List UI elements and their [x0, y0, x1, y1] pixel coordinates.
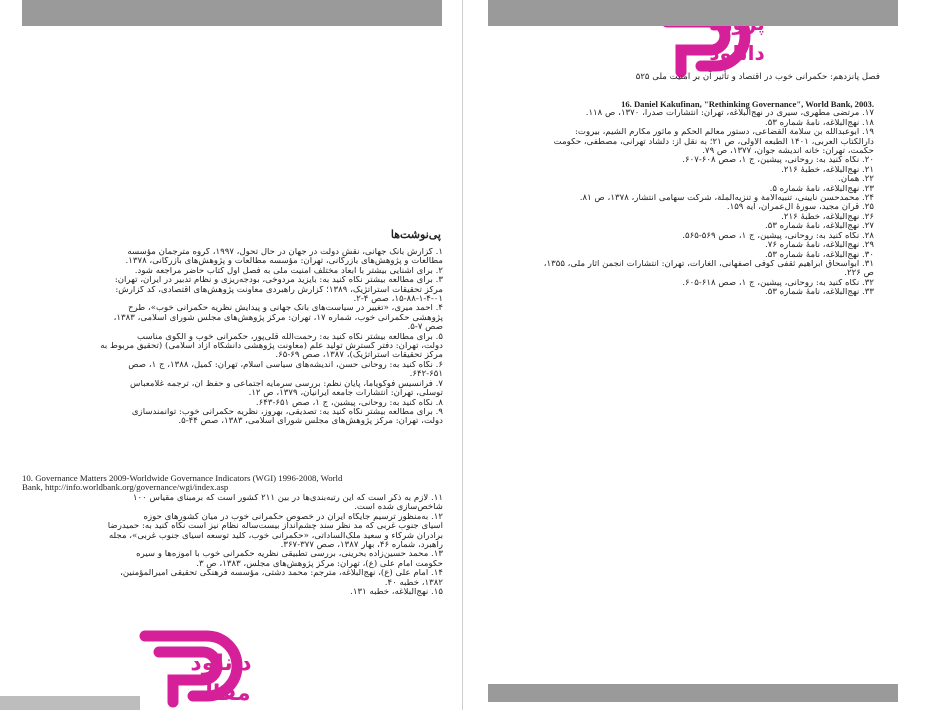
note-line: دولت، تهران: مرکز پژوهش‌های مجلس شورای اسلامی، ۱۳۸۳، صص ۴۴-۵. [178, 417, 443, 427]
note-line: توسلی، تهران: انتشارات جامعه ایرانیان، ۱۳۷۹، ص ۱۲. [248, 389, 443, 399]
note-line: ۵. برای مطالعه بیشتر نگاه کنید به: رحمت‌الله قلی‌پور، حکمرانی خوب و الگوی مناسب [137, 332, 443, 342]
right-top-band [488, 0, 898, 26]
note-line: ۱۸. نهج‌البلاغه، نامهٔ شماره ۵۳. [764, 118, 874, 128]
running-header: فصل پانزدهم: حکمرانی خوب در اقتصاد و تأثیر آن بر امنیت ملی ۵۲۵ [635, 72, 880, 82]
note-line: ۲۲. همان. [838, 175, 874, 185]
note-line: ۱۹. ابوعبدالله بن سلامة القضاعی، دستور معالم الحکم و مأثور مکارم الشیم، بیروت: [575, 128, 874, 138]
note-line: ۱۷. مرتضی مطهری، سیری در نهج‌البلاغه، تهران: انتشارات صدرا، ۱۳۷۰، ص ۱۱۸. [585, 109, 874, 119]
left-bottom-band [0, 696, 140, 710]
left-endnotes [23, 248, 443, 427]
note-line: ص ۲۲۶. [844, 269, 874, 279]
note-line: ۱۵-۸۸-۱-۴-۰۱، صص ۴-۲. [353, 295, 443, 305]
note-line: ۲۶. نهج‌البلاغه، خطبهٔ ۲۱۶. [781, 212, 874, 222]
note-line: ۱۱. لازم به ذکر است که این رتبه‌بندی‌ها در بین ۲۱۱ کشور است که برمبنای مقیاس ۱۰۰ [132, 494, 443, 503]
note-line: برادران شرکاء و سعید ملک‌الساداتی، «حکمرانی خوب، کلید توسعه آسیای جنوب غربی»، مجله [108, 531, 443, 541]
note-line: ۶. نگاه کنید به: روحانی حسن، اندیشه‌های سیاسی اسلام، تهران: کمیل، ۱۳۸۸، ج ۱، صص [128, 360, 443, 370]
endnotes-heading: پی‌نوشت‌ها [390, 228, 441, 241]
note-line: ۱۴. امام علی (ع)، نهج‌البلاغه، مترجم: محمد دشتی، مؤسسه فرهنگی تحقیقی امیرالمؤمنین، [120, 569, 443, 579]
note-line: ۹. برای مطالعه بیشتر نگاه کنید به: تصدیقی، بهروز، نظریه حکمرانی خوب: توانمندسازی [131, 407, 443, 417]
note-line: ۱۲. به‌منظور ترسیم جایگاه ایران در خصوص حکمرانی خوب در میان کشورهای حوزه [143, 512, 443, 522]
logo-word-top: دانلود [190, 651, 252, 676]
note-line: ۶۴۲-۶۵۱. [409, 370, 443, 380]
note-line: ۸. نگاه کنید به: روحانی، پیشین، ج ۱، صص ۶۵۱-۶۴۳. [255, 398, 443, 408]
note-line: ۱۵. نهج‌البلاغه، خطبه ۱۳۱. [350, 588, 443, 598]
download-logo-watermark [125, 628, 265, 710]
left-endnotes-continued [23, 494, 443, 597]
note-line: ۲۰. نگاه کنید به: روحانی، پیشین، ج ۱، صص ۶۰۸-۶۰۷. [682, 156, 874, 166]
note-line: ۳۱. ابواسحاق ابراهیم ثقفی کوفی اصفهانی، الغارات، تهران: انتشارات انجمن آثار ملی، ۱۳۵۵، [543, 259, 874, 269]
note-line: ۳۳. نهج‌البلاغه، نامهٔ شماره ۵۳. [764, 288, 874, 298]
note-line: دارالکتاب العربی، ۱۴۰۱ الطبعه الاولی، ص ۲۱؛ به نقل از: دلشاد تهرانی، مصطفی، حکومت [553, 137, 874, 147]
logo-word-bottom: دانلود [709, 41, 765, 65]
note-line: ۱. گزارش بانک جهانی، نقش دولت در جهان در حال تحول، ۱۹۹۷، گروه مترجمان مؤسسه [127, 248, 443, 257]
note-line: آسیای جنوب غربی که مد نظر سند چشم‌انداز بیست‌ساله نظام نیز است نگاه کنید به: حمیدرضا [107, 522, 443, 532]
note-line: ۲۳. نهج‌البلاغه، نامهٔ شماره ۵. [769, 184, 874, 194]
right-bottom-band [488, 684, 898, 702]
note-line: ۳. برای مطالعه بیشتر نگاه کنید به: بایزید مردوخی، بودجه‌ریزی و نظام تدبیر در ایران، تهران: [114, 276, 443, 286]
note-line: حکمت، تهران: خانه اندیشه جوان، ۱۳۷۷، ص ۷۹. [702, 147, 874, 157]
note-line: مرکز تحقیقات استراتژیک)، ۱۳۸۷، صص ۶۹-۶۵. [275, 351, 443, 361]
endnote-10 [22, 474, 442, 493]
note-line: ۲۴. محمدحسن نایینی، تنبیه‌الامة و تنزیه‌الملة، شرکت سهامی انتشار، ۱۳۷۸، ص ۸۱. [579, 194, 874, 204]
note-line: ۲۱. نهج‌البلاغه، خطبهٔ ۲۱۶. [781, 165, 874, 175]
note-line: 10. Governance Matters 2009-Worldwide Governance Indicators (WGI) 1996-2008, World [22, 474, 343, 483]
note-line: شاخص‌سازی شده است. [354, 503, 443, 513]
note-line: پژوهشی حکمرانی خوب، شماره ۱۷، تهران: مرکز پژوهش‌های مجلس شورای اسلامی، ۱۳۸۳، [113, 313, 443, 323]
note-line: Bank, http://info.worldbank.org/governance/wgi/index.asp [22, 483, 229, 493]
note-line: صص ۷-۵. [407, 323, 443, 333]
note-line: ۱۳. محمد حسین‌زاده بحرینی، بررسی تطبیقی نظریه حکمرانی خوب با آموزه‌ها و سیره [136, 550, 443, 560]
note-line: ۳۲. نگاه کنید به: روحانی، پیشین، ج ۱، صص ۶۱۸-۶۰۵. [682, 278, 874, 288]
note-line: ۳۰. نهج‌البلاغه، نامهٔ شماره ۵۳. [764, 250, 874, 260]
note-line: ۲۸. نگاه کنید به: روحانی، پیشین، ج ۱، صص ۵۶۹-۵۶۵. [682, 231, 874, 241]
note-line: دولت، تهران: دفتر گسترش تولید علم (معاونت پژوهشی دانشگاه آزاد اسلامی) (تحقیق مربوط به [100, 342, 443, 352]
note-line: راهبرد، شماره ۴۶، بهار ۱۳۸۷، صص ۳۷۷-۳۶۷. [280, 541, 443, 551]
note-line: ۲۵. قرآن مجید، سورهٔ آل‌عمران، آیه ۱۵۹. [726, 203, 874, 213]
note-line: ۲۷. نهج‌البلاغه، نامهٔ شماره ۵۳. [764, 222, 874, 232]
note-line: ۲۹. نهج‌البلاغه، نامهٔ شماره ۷۶. [764, 241, 874, 251]
note-line: ۲. برای آشنایی بیشتر با ابعاد مختلف امنیت ملی به فصل اول کتاب حاضر مراجعه شود. [134, 266, 443, 276]
note-line: 16. Daniel Kakufinan, "Rethinking Governance", World Bank, 2003. [621, 100, 874, 109]
note-line: مطالعات و پژوهش‌های بازرگانی، تهران: مؤسسه مطالعات و پژوهش‌های بازرگانی، ۱۳۷۸. [125, 257, 443, 267]
note-line: مرکز تحقیقات استراتژیک، ۱۳۸۹؛ گزارش راهبردی معاونت پژوهش‌های اقتصادی، کد گزارش: [115, 285, 443, 295]
note-line: ۷. فرانسیس فوکویاما، پایان نظم: بررسی سرمایه اجتماعی و حفظ آن، ترجمه غلامعباس [130, 379, 443, 389]
note-line: ۱۳۸۲، خطبه ۴۰. [384, 578, 443, 588]
left-top-band [22, 0, 442, 26]
right-endnotes [490, 100, 874, 298]
logo-word-bottom: مقاله [191, 681, 251, 706]
note-line: حکومت امام علی (ع)، تهران: مرکز پژوهش‌های مجلس، ۱۳۸۳، ص ۳. [196, 559, 443, 569]
note-line: ۴. احمد میری، «تغییر در سیاست‌های بانک جهانی و پیدایش نظریه حکمرانی خوب»، طرح [128, 304, 443, 314]
